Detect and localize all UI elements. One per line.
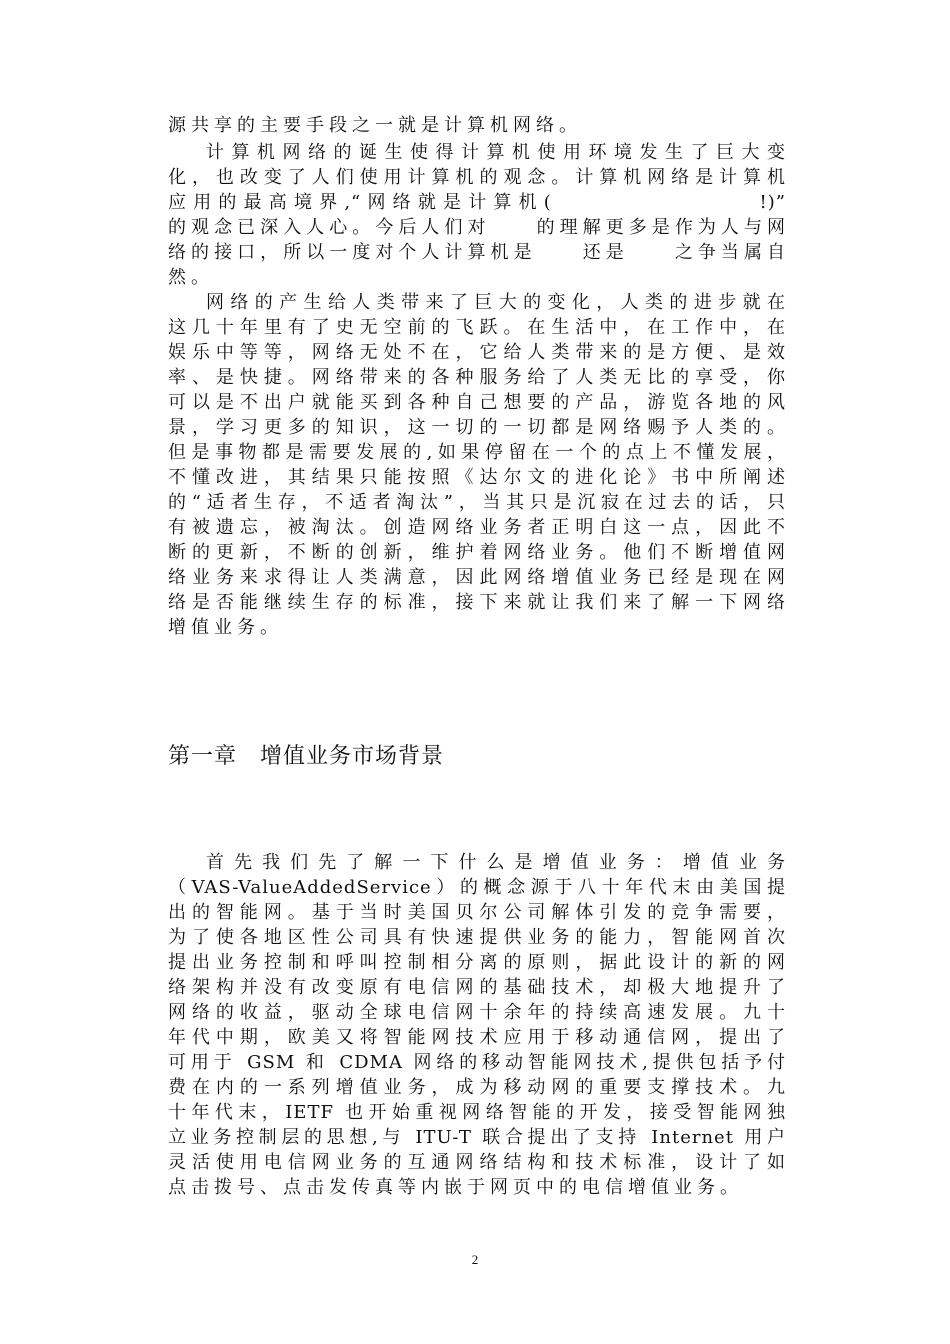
paragraph-line: 络的接口，所以一度对个人计算机是 还是 之争当属自 bbox=[168, 242, 786, 263]
paragraph-line: 网络的收益，驱动全球电信网十余年的持续高速发展。九十 bbox=[168, 1002, 786, 1023]
paragraph-line: 可以是不出户就能买到各种自己想要的产品，游览各地的风 bbox=[168, 392, 786, 413]
paragraph-line: 十年代末，IETF 也开始重视网络智能的开发，接受智能网独 bbox=[168, 1102, 786, 1123]
paragraph-line: 首先我们先了解一下什么是增值业务：增值业务 bbox=[206, 852, 786, 873]
paragraph-line: 费在内的一系列增值业务，成为移动网的重要支撑技术。九 bbox=[168, 1077, 786, 1098]
paragraph-line: 增值业务。 bbox=[168, 617, 283, 638]
paragraph-line: 年代中期，欧美又将智能网技术应用于移动通信网，提出了 bbox=[168, 1027, 786, 1048]
paragraph-line: 率、是快捷。网络带来的各种服务给了人类无比的享受，你 bbox=[168, 367, 786, 388]
paragraph-line: 灵活使用电信网业务的互通网络结构和技术标准，设计了如 bbox=[168, 1152, 786, 1173]
paragraph-line: 点击拨号、点击发传真等内嵌于网页中的电信增值业务。 bbox=[168, 1177, 743, 1198]
paragraph-line: 源共享的主要手段之一就是计算机网络。 bbox=[168, 115, 582, 136]
paragraph-line: 提出业务控制和呼叫控制相分离的原则，据此设计的新的网 bbox=[168, 952, 786, 973]
paragraph-line: 景，学习更多的知识，这一切的一切都是网络赐予人类的。 bbox=[168, 417, 786, 438]
paragraph-line: 为了使各地区性公司具有快速提供业务的能力，智能网首次 bbox=[168, 927, 786, 948]
paragraph-line: （VAS-ValueAddedService）的概念源于八十年代末由美国提 bbox=[168, 877, 786, 898]
paragraph-line: 的“适者生存，不适者淘汰”，当其只是沉寂在过去的话，只 bbox=[168, 492, 786, 513]
paragraph-line: 然。 bbox=[168, 267, 214, 288]
paragraph-line: 不懂改进，其结果只能按照《达尔文的进化论》书中所阐述 bbox=[168, 467, 786, 488]
chapter-heading: 第一章 增值业务市场背景 bbox=[168, 744, 445, 769]
paragraph-line: 但是事物都是需要发展的,如果停留在一个的点上不懂发展， bbox=[168, 442, 786, 463]
paragraph-line: 的观念已深入人心。今后人们对 的理解更多是作为人与网 bbox=[168, 217, 786, 238]
paragraph-line: 出的智能网。基于当时美国贝尔公司解体引发的竞争需要， bbox=[168, 902, 786, 923]
page-number: 2 bbox=[471, 1252, 479, 1267]
paragraph-line: 这几十年里有了史无空前的飞跃。在生活中，在工作中，在 bbox=[168, 317, 786, 338]
paragraph-line: 立业务控制层的思想,与 ITU-T 联合提出了支持 Internet 用户 bbox=[168, 1127, 786, 1148]
paragraph-line: 络业务来求得让人类满意，因此网络增值业务已经是现在网 bbox=[168, 567, 786, 588]
paragraph-line: 断的更新，不断的创新，维护着网络业务。他们不断增值网 bbox=[168, 542, 786, 563]
paragraph-line: 计算机网络的诞生使得计算机使用环境发生了巨大变 bbox=[206, 142, 786, 163]
paragraph-line: 可用于 GSM 和 CDMA 网络的移动智能网技术,提供包括予付 bbox=[168, 1052, 786, 1073]
paragraph-line: 络架构并没有改变原有电信网的基础技术，却极大地提升了 bbox=[168, 977, 786, 998]
paragraph-line: 有被遗忘，被淘汰。创造网络业务者正明白这一点，因此不 bbox=[168, 517, 786, 538]
paragraph-line: 应用的最高境界,“网络就是计算机( !)” bbox=[168, 192, 786, 213]
paragraph-line: 络是否能继续生存的标准，接下来就让我们来了解一下网络 bbox=[168, 592, 786, 613]
paragraph-line: 娱乐中等等，网络无处不在，它给人类带来的是方便、是效 bbox=[168, 342, 786, 363]
paragraph-line: 网络的产生给人类带来了巨大的变化，人类的进步就在 bbox=[206, 292, 786, 313]
paragraph-line: 化，也改变了人们使用计算机的观念。计算机网络是计算机 bbox=[168, 167, 786, 188]
